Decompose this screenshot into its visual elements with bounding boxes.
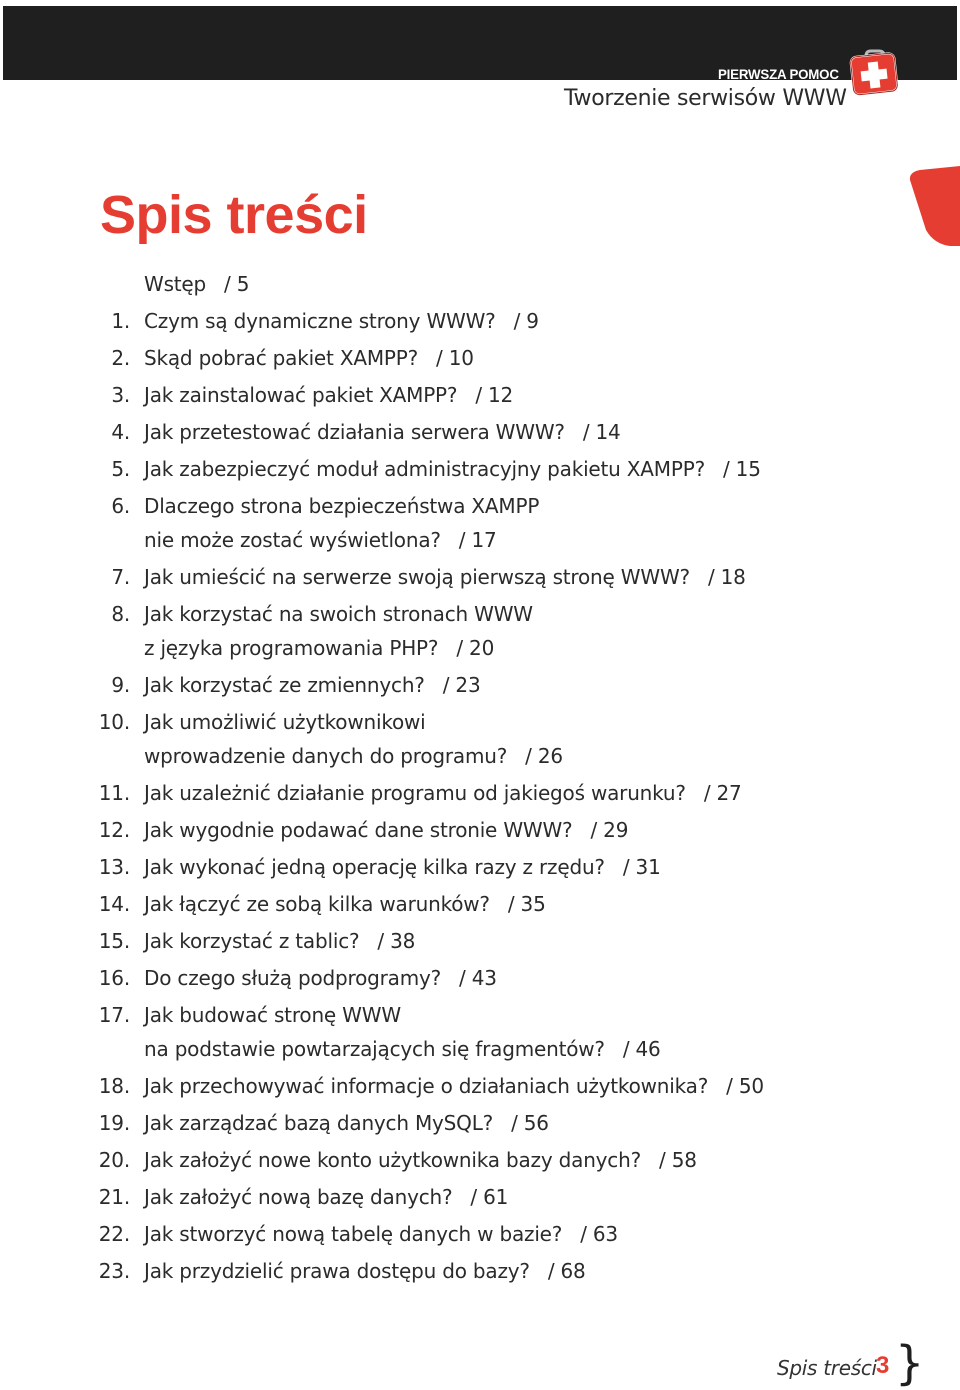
toc-entry xyxy=(0,489,764,557)
toc-entry-page: / 15 xyxy=(722,457,761,481)
toc-entry-title: wprowadzenie danych do programu? xyxy=(144,744,508,768)
toc-entry-number: 16. xyxy=(98,966,130,990)
toc-entry-page: / 5 xyxy=(224,272,250,296)
toc-entry-page: / 43 xyxy=(459,966,497,990)
toc-entry-title: Jak korzystać ze zmiennych? xyxy=(144,673,425,697)
footer-brace: } xyxy=(895,1336,925,1390)
toc-entry-line xyxy=(144,1143,764,1177)
toc-entry xyxy=(0,961,764,995)
toc-entry-line xyxy=(144,1106,764,1140)
toc-entry-line xyxy=(144,1032,764,1066)
toc-entry-page: / 17 xyxy=(458,528,497,552)
toc-entry-page: / 50 xyxy=(726,1074,764,1098)
toc-entry xyxy=(0,850,764,884)
toc-entry xyxy=(0,813,764,847)
toc-entry-title: Jak korzystać na swoich stronach WWW xyxy=(144,602,533,626)
toc-entry xyxy=(0,1217,764,1251)
toc-entry-line xyxy=(144,850,764,884)
toc-entry-line xyxy=(144,1217,764,1251)
toc-entry-page: / 14 xyxy=(582,420,621,444)
toc-entry xyxy=(0,267,764,301)
toc-entry-line xyxy=(144,378,764,412)
toc-entry-number: 19. xyxy=(98,1111,130,1135)
toc-entry-line xyxy=(144,1180,764,1214)
toc-entry xyxy=(0,668,764,702)
toc-entry-line xyxy=(144,705,764,739)
toc-entry-title: Jak zainstalować pakiet XAMPP? xyxy=(144,383,458,407)
page-number: 3 xyxy=(876,1352,890,1379)
toc-entry-line xyxy=(144,961,764,995)
toc-entry-title: Jak przechowywać informacje o działaniach użytkownika? xyxy=(144,1074,709,1098)
toc-entry xyxy=(0,776,764,810)
toc-entry-title: na podstawie powtarzających się fragmentów? xyxy=(144,1037,605,1061)
toc-entry-number: 20. xyxy=(98,1148,130,1172)
toc-entry-number: 7. xyxy=(111,565,130,589)
toc-entry-line xyxy=(144,631,764,665)
toc-entry-title: Jak umieścić na serwerze swoją pierwszą stronę WWW? xyxy=(144,565,690,589)
toc-entry-line xyxy=(144,341,764,375)
toc-entry-number: 13. xyxy=(98,855,130,879)
toc-entry xyxy=(0,452,764,486)
toc-entry-title: Jak umożliwić użytkownikowi xyxy=(144,710,426,734)
toc-entry-title: Jak uzależnić działanie programu od jakiegoś warunku? xyxy=(144,781,686,805)
toc-entry-title: Jak korzystać z tablic? xyxy=(144,929,360,953)
toc-entry-number: 10. xyxy=(98,710,130,734)
toc-entry-number: 5. xyxy=(111,457,130,481)
toc-entry-title: Jak założyć nową bazę danych? xyxy=(144,1185,453,1209)
toc-entry xyxy=(0,597,764,665)
toc-entry-title: nie może zostać wyświetlona? xyxy=(144,528,441,552)
toc-entry-title: Jak przetestować działania serwera WWW? xyxy=(144,420,565,444)
toc-entry-number: 14. xyxy=(98,892,130,916)
toc-entry-title: z języka programowania PHP? xyxy=(144,636,439,660)
toc-entry-line xyxy=(144,560,764,594)
toc-entry-page: / 20 xyxy=(456,636,495,660)
toc-entry-page: / 18 xyxy=(707,565,746,589)
chapter-tab-marker xyxy=(906,166,960,246)
toc-entry-line xyxy=(144,998,764,1032)
footer-section-label: Spis treści xyxy=(777,1356,877,1380)
toc-entry xyxy=(0,560,764,594)
toc-entry xyxy=(0,1254,764,1288)
toc-entry xyxy=(0,887,764,921)
toc-entry-line xyxy=(144,668,764,702)
toc-entry-number: 6. xyxy=(111,494,130,518)
toc-entry-line xyxy=(144,776,764,810)
toc-entry-line xyxy=(144,597,764,631)
toc-entry-title: Do czego służą podprogramy? xyxy=(144,966,442,990)
toc-entry-number: 9. xyxy=(111,673,130,697)
toc-entry-page: / 9 xyxy=(513,309,539,333)
toc-entry-line xyxy=(144,304,764,338)
toc-entry-line xyxy=(144,489,764,523)
toc-entry-title: Dlaczego strona bezpieczeństwa XAMPP xyxy=(144,494,540,518)
series-title: Tworzenie serwisów WWW xyxy=(564,86,847,111)
toc-entry-line xyxy=(144,739,764,773)
toc-entry-line xyxy=(144,1254,764,1288)
toc-entry-title: Jak założyć nowe konto użytkownika bazy danych? xyxy=(144,1148,641,1172)
toc-entry xyxy=(0,415,764,449)
toc-entry xyxy=(0,1180,764,1214)
toc-entry-page: / 63 xyxy=(580,1222,618,1246)
brand-label: PIERWSZA POMOC xyxy=(718,66,839,82)
toc-entry xyxy=(0,1106,764,1140)
toc-entry-title: Jak budować stronę WWW xyxy=(144,1003,401,1027)
toc-entry xyxy=(0,1143,764,1177)
toc-entry-page: / 23 xyxy=(442,673,481,697)
toc-entry-line xyxy=(144,523,764,557)
toc-entry xyxy=(0,998,764,1066)
toc-entry-number: 2. xyxy=(111,346,130,370)
toc-entry-number: 1. xyxy=(111,309,130,333)
toc-entry xyxy=(0,304,764,338)
toc-entry-number: 11. xyxy=(98,781,130,805)
toc-entry-page: / 29 xyxy=(590,818,629,842)
toc-entry-number: 17. xyxy=(98,1003,130,1027)
toc-entry-number: 4. xyxy=(111,420,130,444)
toc-entry xyxy=(0,341,764,375)
toc-entry-line xyxy=(144,887,764,921)
toc-entry-title: Czym są dynamiczne strony WWW? xyxy=(144,309,496,333)
toc-entry-page: / 31 xyxy=(622,855,661,879)
toc-entry-number: 18. xyxy=(98,1074,130,1098)
toc-entry-title: Jak łączyć ze sobą kilka warunków? xyxy=(144,892,490,916)
toc-entry-line xyxy=(144,452,764,486)
toc-entry-title: Jak wygodnie podawać dane stronie WWW? xyxy=(144,818,573,842)
toc-entry-number: 22. xyxy=(98,1222,130,1246)
toc-entry-page: / 56 xyxy=(511,1111,549,1135)
toc-entry-number: 21. xyxy=(98,1185,130,1209)
toc-entry-line xyxy=(144,1069,764,1103)
toc-entry-page: / 26 xyxy=(525,744,563,768)
page-title: Spis treści xyxy=(100,185,368,245)
toc-entry-number: 12. xyxy=(98,818,130,842)
toc-entry-page: / 68 xyxy=(547,1259,586,1283)
toc-entry-page: / 35 xyxy=(507,892,546,916)
toc-entry xyxy=(0,705,764,773)
toc-entry-title: Jak zarządzać bazą danych MySQL? xyxy=(144,1111,494,1135)
toc-entry-number: 23. xyxy=(98,1259,130,1283)
toc-entry-line xyxy=(144,813,764,847)
table-of-contents xyxy=(0,267,764,1291)
toc-entry-number: 15. xyxy=(98,929,130,953)
toc-entry xyxy=(0,1069,764,1103)
toc-entry-page: / 12 xyxy=(475,383,514,407)
toc-entry-page: / 58 xyxy=(659,1148,697,1172)
toc-entry-number: 8. xyxy=(111,602,130,626)
toc-entry-title: Jak zabezpieczyć moduł administracyjny pakietu XAMPP? xyxy=(144,457,705,481)
toc-entry-title: Skąd pobrać pakiet XAMPP? xyxy=(144,346,419,370)
toc-entry xyxy=(0,924,764,958)
toc-entry-title: Wstęp xyxy=(144,272,207,296)
toc-entry xyxy=(0,378,764,412)
toc-entry-page: / 27 xyxy=(703,781,742,805)
toc-entry-page: / 38 xyxy=(377,929,416,953)
toc-entry-page: / 61 xyxy=(470,1185,509,1209)
toc-entry-page: / 10 xyxy=(436,346,474,370)
toc-entry-line xyxy=(144,415,764,449)
first-aid-kit-icon xyxy=(848,48,900,98)
toc-entry-title: Jak przydzielić prawa dostępu do bazy? xyxy=(144,1259,530,1283)
toc-entry-line xyxy=(144,267,764,301)
toc-entry-title: Jak stworzyć nową tabelę danych w bazie? xyxy=(144,1222,563,1246)
toc-entry-page: / 46 xyxy=(622,1037,661,1061)
toc-entry-title: Jak wykonać jedną operację kilka razy z rzędu? xyxy=(144,855,605,879)
toc-entry-line xyxy=(144,924,764,958)
toc-entry-number: 3. xyxy=(111,383,130,407)
